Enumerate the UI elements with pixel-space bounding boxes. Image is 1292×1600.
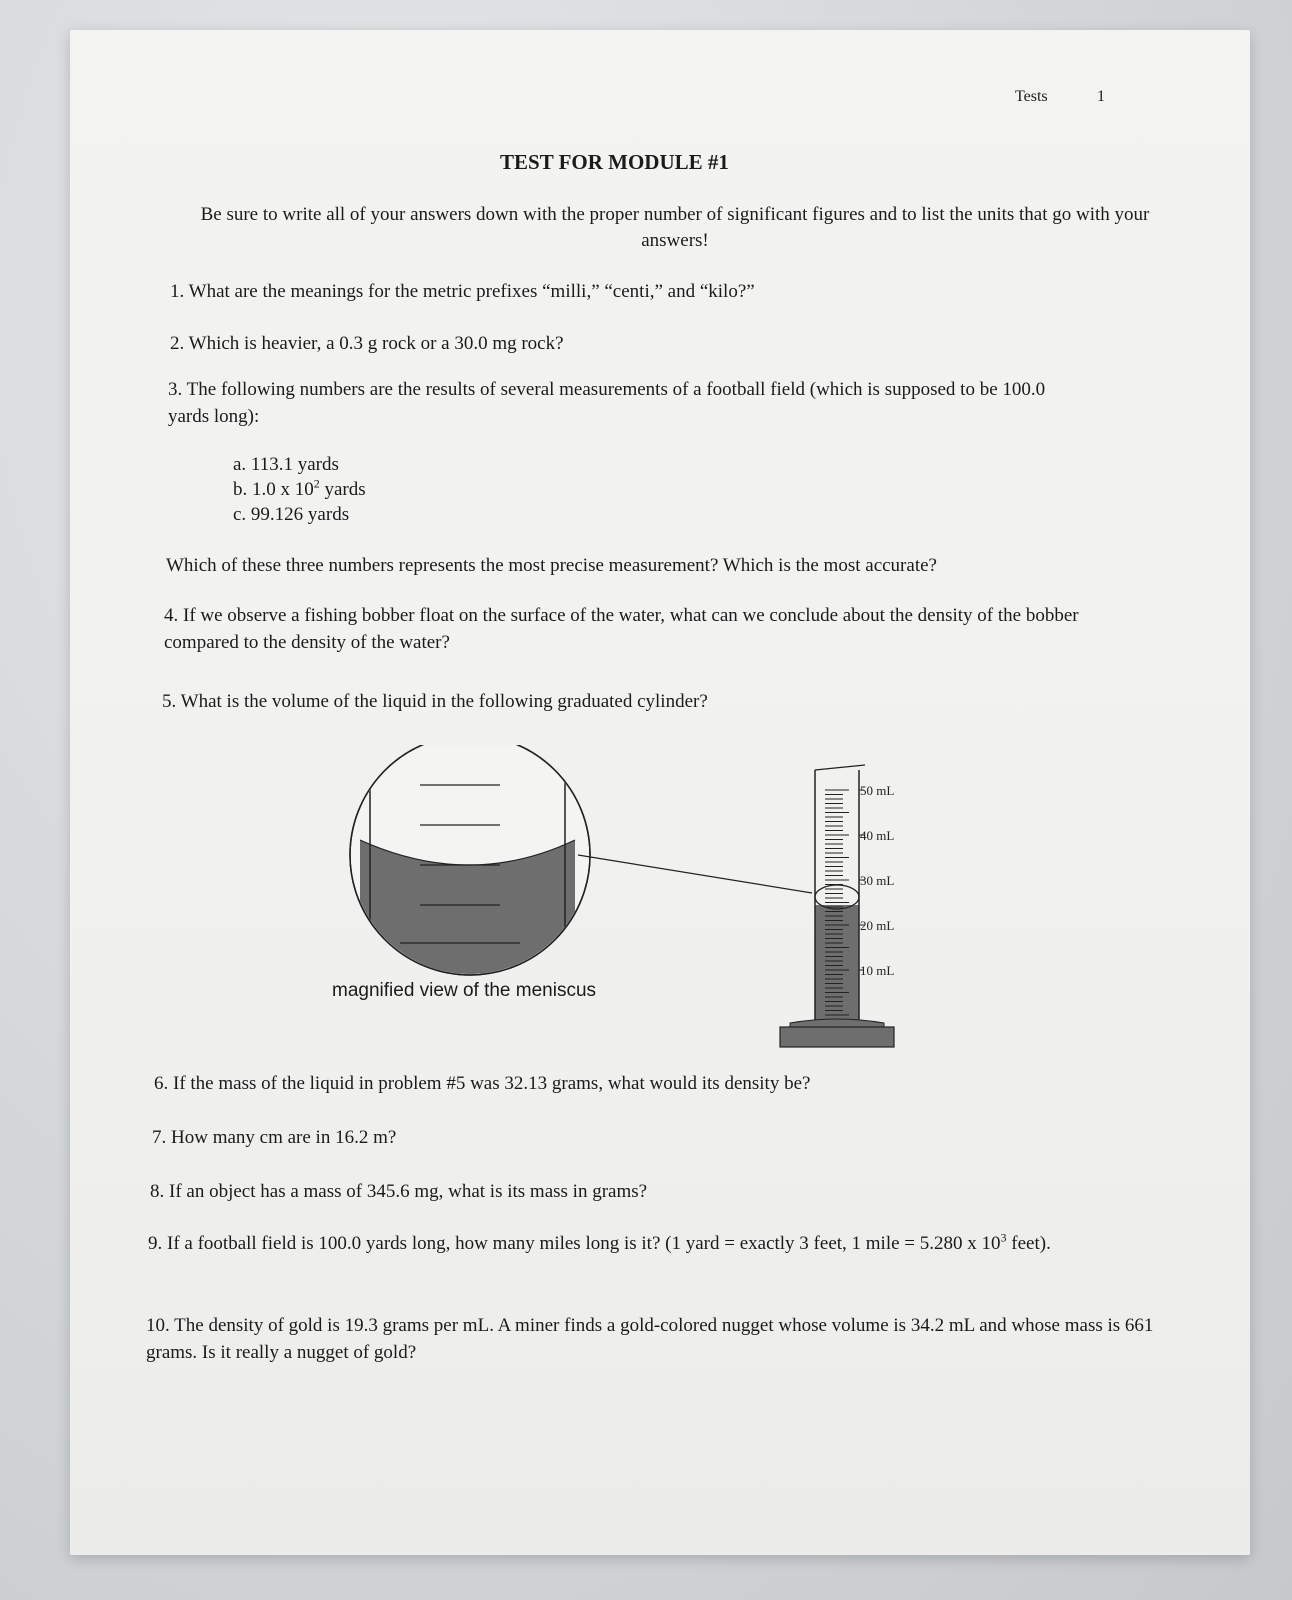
- test-page: [70, 30, 1250, 1555]
- label-10-ml: 10 mL: [860, 963, 895, 978]
- question-5: 5. What is the volume of the liquid in the following graduated cylinder?: [162, 691, 708, 712]
- question-1: 1. What are the meanings for the metric prefixes “milli,” “centi,” and “kilo?”: [170, 281, 755, 302]
- question-3: 3. The following numbers are the results of several measurements of a football field (which is supposed to be 100.0 yards long):: [168, 379, 1046, 427]
- option-b-base: b. 1.0 x 10: [233, 479, 314, 500]
- instructions: Be sure to write all of your answers down with the proper number of significant figures and to list the units that go with your answers!: [200, 204, 1150, 251]
- question-9-exponent: 3: [1000, 1230, 1007, 1245]
- question-9: [148, 1230, 1148, 1257]
- graduated-cylinder: [780, 765, 894, 1047]
- question-2: 2. Which is heavier, a 0.3 g rock or a 30.0 mg rock?: [170, 333, 564, 354]
- scale-labels: [859, 783, 894, 978]
- page-title: TEST FOR MODULE #1: [500, 150, 729, 174]
- question-3-followup: Which of these three numbers represents the most precise measurement? Which is the most accurate?: [166, 555, 937, 576]
- option-a: a. 113.1 yards: [233, 454, 339, 475]
- magnified-meniscus: [350, 745, 590, 1005]
- label-50-ml: 50 mL: [860, 783, 895, 798]
- question-8: 8. If an object has a mass of 345.6 mg, what is its mass in grams?: [150, 1181, 648, 1202]
- option-b-unit: yards: [319, 479, 366, 500]
- label-20-ml: 20 mL: [860, 918, 895, 933]
- question-10: 10. The density of gold is 19.3 grams per mL. A miner finds a gold-colored nugget whose volume is 34.2 mL and whose mass is 661 grams. Is it really a nugget of gold?: [146, 1315, 1154, 1363]
- question-6: 6. If the mass of the liquid in problem #5 was 32.13 grams, what would its density be?: [154, 1073, 811, 1094]
- cylinder-base: [780, 1027, 894, 1047]
- question-4: 4. If we observe a fishing bobber float on the surface of the water, what can we conclude about the density of the bobber compared to the density of the water?: [164, 605, 1079, 653]
- magnifier-connector: [578, 855, 812, 893]
- header-section: Tests: [1015, 88, 1048, 105]
- option-b-exponent: 2: [313, 476, 320, 491]
- question-7: 7. How many cm are in 16.2 m?: [152, 1127, 397, 1148]
- cylinder-liquid: [815, 905, 859, 1023]
- question-3-options: [233, 452, 366, 527]
- page-number: 1: [1097, 88, 1105, 105]
- label-40-ml: 40 mL: [860, 828, 895, 843]
- question-9-text: 9. If a football field is 100.0 yards long, how many miles long is it? (1 yard = exactly 3 feet, 1 mile = 5.280 x 10: [148, 1233, 1001, 1254]
- graduated-cylinder-figure: [320, 745, 920, 1065]
- label-30-ml: 30 mL: [860, 873, 895, 888]
- question-9-end: feet).: [1006, 1233, 1051, 1254]
- option-c: c. 99.126 yards: [233, 504, 350, 525]
- figure-caption: magnified view of the meniscus: [332, 980, 597, 1001]
- option-b: [233, 477, 366, 502]
